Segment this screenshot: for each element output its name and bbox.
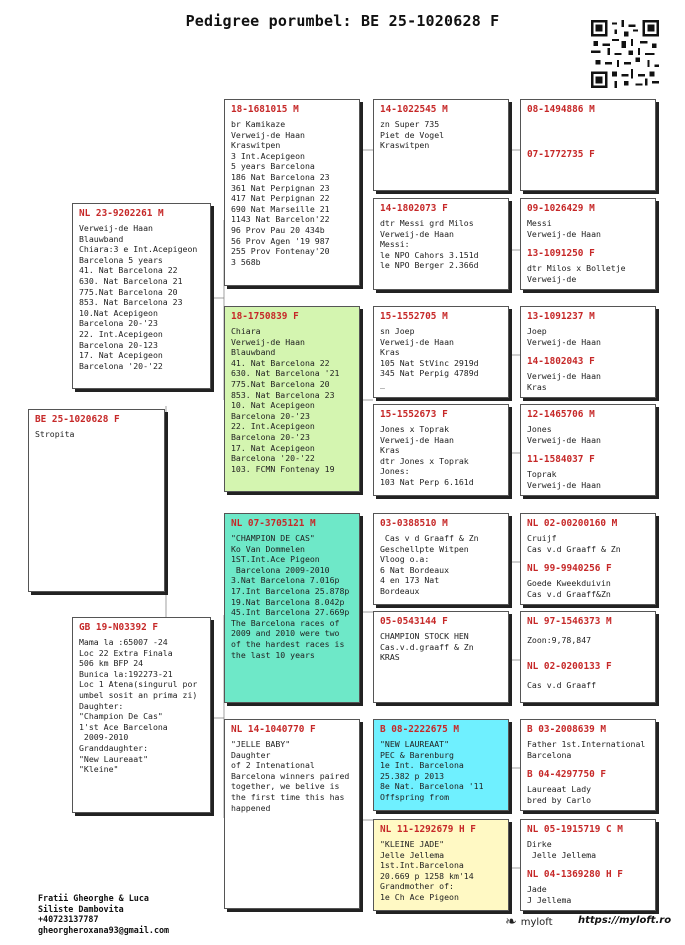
- gen3-card-8[interactable]: [373, 819, 509, 911]
- gen4-pair-8[interactable]: [520, 819, 656, 911]
- card-text: [521, 161, 655, 164]
- ring-code: NL 04-1369280 H F: [527, 869, 623, 880]
- card-text: Father 1st.International Barcelona: [527, 739, 646, 760]
- gen4-entry: [521, 514, 655, 554]
- ring-code: 18-1681015 M: [231, 104, 299, 115]
- gen4-entry: [521, 720, 655, 760]
- breeder-contact: Fratii Gheorghe & Luca Siliste Dambovita +40723137787 gheorgheroxana93@gmail.com: [38, 893, 170, 935]
- gen3-card-1[interactable]: [373, 99, 509, 191]
- dam-card[interactable]: [72, 617, 211, 813]
- card-text: "NEW LAUREAAT" PEC & Barenburg 1e Int. Barcelona 25.382 p 2013 8e Nat. Barcelona '11 Offspring from: [380, 739, 484, 802]
- card-text: Chiara Verweij-de Haan Blauwband 41. Nat Barcelona 22 630. Nat Barcelona '21 775.Nat Barcelona 20 853. Nat Barcelona 23 10. Nat Acepigeon Barcelona 20-'23 22. Int.Acepigeon Barcelona 20-'23 17. Nat Acepigeon Barcelona '20-'22 103. FCMN Fontenay 19: [231, 326, 340, 474]
- subject-card[interactable]: [28, 409, 165, 592]
- ring-code: 05-0543144 F: [380, 616, 448, 627]
- ring-code: 14-1802073 F: [380, 203, 448, 214]
- card-text: dtr Messi grd Milos Verweij-de Haan Messi: le NPO Cahors 3.151d le NPO Berger 2.366d: [380, 218, 479, 271]
- card-text: Zoon:9,78,847: [527, 635, 592, 645]
- gen3-card-4[interactable]: [373, 404, 509, 496]
- ring-code: 15-1552705 M: [380, 311, 448, 322]
- ring-code: NL 97-1546373 M: [527, 616, 612, 627]
- gen4-pair-1[interactable]: [520, 99, 656, 191]
- card-text: "JELLE BABY" Daughter of 2 Intenational Barcelona winners paired together, we belive is the first time this has happened: [231, 739, 350, 813]
- card-text: Stropita: [35, 429, 75, 439]
- card-text: Cruijf Cas v.d Graaff & Zn: [527, 533, 621, 554]
- brand-name: myloft: [520, 917, 553, 928]
- card-text: Dirke Jelle Jellema: [527, 839, 597, 860]
- gen4-pair-7[interactable]: [520, 719, 656, 811]
- grandsire-paternal-card[interactable]: [224, 99, 360, 286]
- card-text: Toprak Verweij-de Haan: [527, 469, 601, 490]
- gen4-pair-6[interactable]: [520, 611, 656, 703]
- gen4-entry: [521, 405, 655, 445]
- ring-code: 07-1772735 F: [527, 149, 595, 160]
- card-text: Mama la :65007 -24 Loc 22 Extra Finala 506 km BFP 24 Bunica la:192273-21 Loc 1 Atena(singurul por umbel sosit an prima zi) Daughter: "Champion De Cas" 1'st Ace Barcelona 2009-2010 Granddaughter: "New Laureaat" "Kleine": [79, 637, 198, 775]
- gen3-card-6[interactable]: [373, 611, 509, 703]
- myloft-logo-icon: ❧: [505, 914, 517, 930]
- card-text: Laureaat Lady bred by Carlo: [527, 784, 592, 805]
- granddam-paternal-card[interactable]: [224, 306, 360, 492]
- gen4-entry: [521, 559, 655, 599]
- card-text: Messi Verweij-de Haan: [527, 218, 601, 239]
- ring-code: 14-1022545 M: [380, 104, 448, 115]
- gen3-card-2[interactable]: [373, 198, 509, 290]
- ring-code: 18-1750839 F: [231, 311, 299, 322]
- ring-code: B 08-2222675 M: [380, 724, 460, 735]
- gen4-entry: [521, 307, 655, 347]
- card-text: Jones x Toprak Verweij-de Haan Kras dtr Jones x Toprak Jones: 103 Nat Perp 6.161d: [380, 424, 474, 487]
- gen4-pair-3[interactable]: [520, 306, 656, 398]
- ring-code: 11-1584037 F: [527, 454, 595, 465]
- card-text: [521, 116, 655, 119]
- card-text: Jade J Jellema: [527, 884, 572, 905]
- ring-code: 13-1091237 M: [527, 311, 595, 322]
- page-title: Pedigree porumbel: BE 25-1020628 F: [185, 12, 500, 30]
- gen4-entry: [521, 450, 655, 490]
- gen4-entry: [521, 352, 655, 392]
- gen4-entry: [521, 145, 655, 164]
- gen3-card-3[interactable]: [373, 306, 509, 398]
- ring-code: 14-1802043 F: [527, 356, 595, 367]
- gen4-pair-2[interactable]: [520, 198, 656, 290]
- ring-code: GB 19-N03392 F: [79, 622, 159, 633]
- ring-code: NL 02-0200133 F: [527, 661, 612, 672]
- ring-code: 08-1494886 M: [527, 104, 595, 115]
- ring-code: NL 11-1292679 H F: [380, 824, 476, 835]
- gen4-entry: [521, 657, 655, 691]
- ring-code: BE 25-1020628 F: [35, 414, 120, 425]
- gen4-entry: [521, 820, 655, 860]
- card-text: dtr Milos x Bolletje Verweij-de: [527, 263, 626, 284]
- gen4-entry: [521, 765, 655, 805]
- ring-code: 15-1552673 F: [380, 409, 448, 420]
- gen4-entry: [521, 100, 655, 119]
- ring-code: 09-1026429 M: [527, 203, 595, 214]
- card-text: "KLEINE JADE" Jelle Jellema 1st.Int.Barcelona 20.669 p 1258 km'14 Grandmother of: 1e Ch Ace Pigeon: [380, 839, 474, 902]
- card-text: Jones Verweij-de Haan: [527, 424, 601, 445]
- gen3-card-5[interactable]: [373, 513, 509, 605]
- grandsire-maternal-card[interactable]: [224, 513, 360, 703]
- ring-code: B 03-2008639 M: [527, 724, 607, 735]
- sire-card[interactable]: [72, 203, 211, 389]
- ring-code: 12-1465706 M: [527, 409, 595, 420]
- card-text: br Kamikaze Verweij-de Haan Kraswitpen 3 Int.Acepigeon 5 years Barcelona 186 Nat Barcelona 23 361 Nat Perpignan 23 417 Nat Perpignan 22 690 Nat Marseille 21 1143 Nat Barcelon'22 96 Prov Pau 20 434b 56 Prov Agen '19 987 255 Prov Fontenay'20 3 568b: [231, 119, 330, 267]
- card-text: Cas v.d Graaff: [527, 680, 597, 690]
- card-text: Verweij-de Haan Kras: [527, 371, 601, 392]
- card-text: Cas v d Graaff & Zn Geschellpte Witpen Vloog o.a: 6 Nat Bordeaux 4 en 173 Nat Bordeaux: [380, 533, 479, 596]
- granddam-maternal-card[interactable]: [224, 719, 360, 909]
- card-text: Goede Kweekduivin Cas v.d Graaff&Zn: [527, 578, 611, 599]
- gen4-pair-4[interactable]: [520, 404, 656, 496]
- card-text: CHAMPION STOCK HEN Cas.v.d.graaff & Zn KRAS: [380, 631, 474, 663]
- gen4-entry: [521, 865, 655, 905]
- card-text: Verweij-de Haan Blauwband Chiara:3 e Int.Acepigeon Barcelona 5 years 41. Nat Barcelona 22 630. Nat Barcelona 21 775.Nat Barcelona 20 853. Nat Barcelona 23 10.Nat Acepigeon Barcelona 20-'23 22. Int.Acepigeon Barcelona 20-123 17. Nat Acepigeon Barcelona '20-'22: [79, 223, 198, 371]
- gen4-entry: [521, 244, 655, 284]
- ring-code: 03-0388510 M: [380, 518, 448, 529]
- gen4-pair-5[interactable]: [520, 513, 656, 605]
- gen3-card-7[interactable]: [373, 719, 509, 811]
- card-text: Joep Verweij-de Haan: [527, 326, 601, 347]
- ring-code: NL 05-1915719 C M: [527, 824, 623, 835]
- brand-logo[interactable]: [505, 914, 553, 930]
- ring-code: 13-1091250 F: [527, 248, 595, 259]
- ring-code: NL 23-9202261 M: [79, 208, 164, 219]
- website-link[interactable]: https://myloft.ro: [578, 915, 672, 926]
- gen4-entry: [521, 612, 655, 646]
- ring-code: B 04-4297750 F: [527, 769, 607, 780]
- ring-code: NL 02-00200160 M: [527, 518, 618, 529]
- card-text: "CHAMPION DE CAS" Ko Van Dommelen 1ST.Int.Ace Pigeon Barcelona 2009-2010 3.Nat Barcelona 7.016p 17.Int Barcelona 25.878p 19.Nat Barcelona 8.042p 45.Int Barcelona 27.669p The Barcelona races of 2009 and 2010 were two of the hardest races is the last 10 years: [231, 533, 350, 660]
- ring-code: NL 99-9940256 F: [527, 563, 612, 574]
- gen4-entry: [521, 199, 655, 239]
- ring-code: NL 07-3705121 M: [231, 518, 316, 529]
- card-text: sn Joep Verweij-de Haan Kras 105 Nat StVinc 2919d 345 Nat Perpig 4789d _: [380, 326, 479, 389]
- card-text: zn Super 735 Piet de Vogel Kraswitpen: [380, 119, 445, 151]
- ring-code: NL 14-1040770 F: [231, 724, 316, 735]
